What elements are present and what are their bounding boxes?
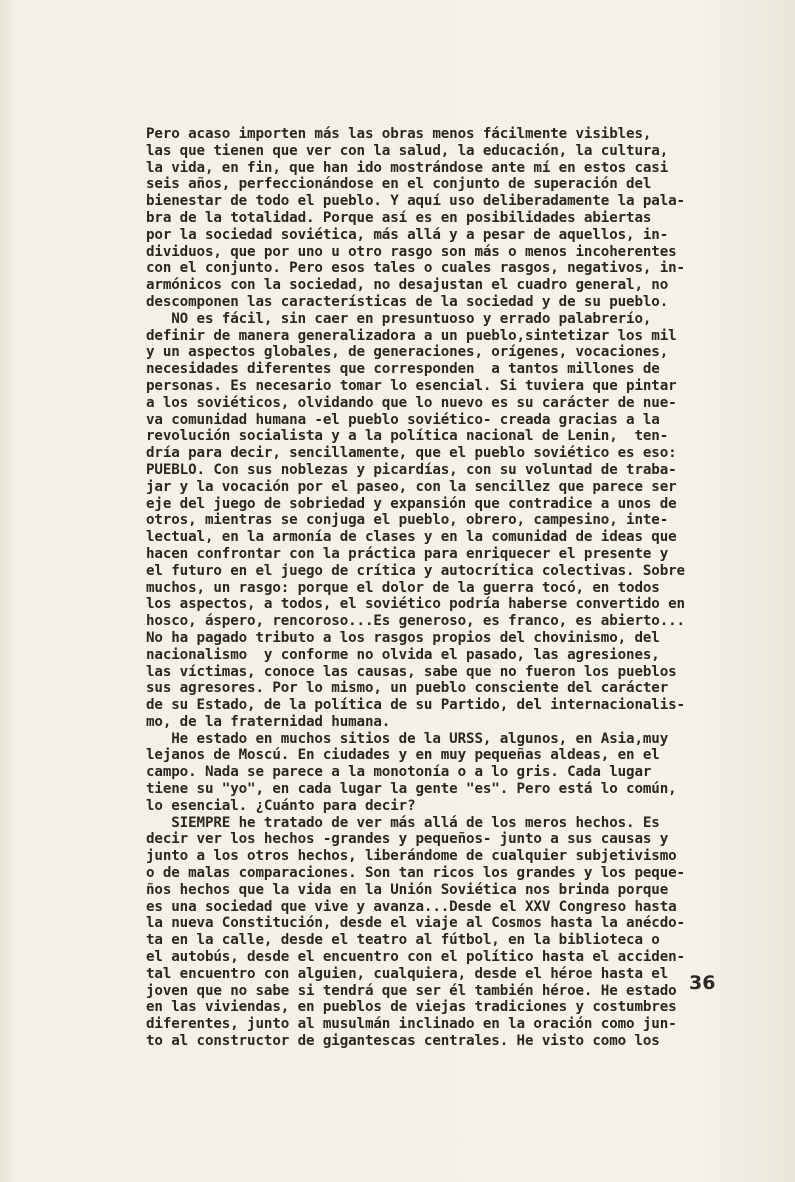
text-line: seis años, perfeccionándose en el conjunto de superación del	[146, 176, 652, 193]
text-line: otros, mientras se conjuga el pueblo, obrero, campesino, inte-	[146, 512, 669, 529]
text-line: jar y la vocación por el paseo, con la sencillez que parece ser	[146, 478, 677, 495]
text-line: bienestar de todo el pueblo. Y aquí uso deliberadamente la pala-	[146, 193, 685, 210]
text-line: ta en la calle, desde el teatro al fútbol, en la biblioteca o	[146, 932, 660, 949]
text-line: va comunidad humana -el pueblo soviético- creada gracias a la	[146, 411, 660, 428]
text-line: eje del juego de sobriedad y expansión que contradice a unos de	[146, 495, 677, 512]
text-line: el futuro en el juego de crítica y autocrítica colectivas. Sobre	[146, 562, 685, 579]
text-line: ños hechos que la vida en la Unión Soviética nos brinda porque	[146, 881, 669, 898]
text-line: Pero acaso importen más las obras menos fácilmente visibles,	[146, 126, 652, 142]
text-line: definir de manera generalizadora a un pueblo,sintetizar los mil	[146, 327, 677, 344]
page-number: 36	[689, 972, 716, 994]
text-line: de su Estado, de la política de su Partido, del internacionalis-	[146, 697, 685, 714]
text-line: tiene su "yo", en cada lugar la gente "es". Pero está lo común,	[146, 781, 677, 798]
text-line: con el conjunto. Pero esos tales o cuales rasgos, negativos, in-	[146, 260, 685, 277]
text-line: to al constructor de gigantescas centrales. He visto como los	[146, 1033, 660, 1050]
text-line: bra de la totalidad. Porque así es en posibilidades abiertas	[146, 209, 652, 226]
text-line: hosco, áspero, rencoroso...Es generoso, es franco, es abierto...	[146, 613, 685, 630]
text-line: muchos, un rasgo: porque el dolor de la guerra tocó, en todos	[146, 579, 660, 596]
text-line: la vida, en fin, que han ido mostrándose ante mí en estos casi	[146, 159, 669, 176]
text-line: o de malas comparaciones. Son tan ricos los grandes y los peque-	[146, 865, 685, 882]
text-line: los aspectos, a todos, el soviético podría haberse convertido en	[146, 596, 685, 613]
text-line: lejanos de Moscú. En ciudades y en muy pequeñas aldeas, en el	[146, 747, 660, 764]
text-line: lectual, en la armonía de clases y en la comunidad de ideas que	[146, 529, 677, 546]
text-line: las víctimas, conoce las causas, sabe que no fueron los pueblos	[146, 663, 677, 680]
text-line: dría para decir, sencillamente, que el pueblo soviético es eso:	[146, 445, 677, 462]
text-line: decir ver los hechos -grandes y pequeños- junto a sus causas y	[146, 831, 669, 848]
text-line: dividuos, que por uno u otro rasgo son más o menos incoherentes	[146, 243, 677, 260]
text-line: diferentes, junto al musulmán inclinado en la oración como jun-	[146, 1016, 677, 1033]
text-line: y un aspectos globales, de generaciones, orígenes, vocaciones,	[146, 344, 669, 361]
body-text	[146, 126, 746, 1050]
text-line: sus agresores. Por lo mismo, un pueblo consciente del carácter	[146, 680, 669, 697]
text-line: en las viviendas, en pueblos de viejas tradiciones y costumbres	[146, 999, 677, 1016]
text-line: campo. Nada se parece a la monotonía o a lo gris. Cada lugar	[146, 764, 652, 781]
text-line: joven que no sabe si tendrá que ser él también héroe. He estado	[146, 982, 677, 999]
text-line: mo, de la fraternidad humana.	[146, 713, 391, 730]
text-line: a los soviéticos, olvidando que lo nuevo es su carácter de nue-	[146, 394, 677, 411]
text-line: lo esencial. ¿Cuánto para decir?	[146, 797, 416, 814]
text-line: el autobús, desde el encuentro con el político hasta el acciden-	[146, 949, 685, 966]
text-line: junto a los otros hechos, liberándome de cualquier subjetivismo	[146, 848, 677, 865]
text-line: PUEBLO. Con sus noblezas y picardías, con su voluntad de traba-	[146, 461, 677, 478]
text-line: nacionalismo y conforme no olvida el pasado, las agresiones,	[146, 646, 660, 663]
text-line: He estado en muchos sitios de la URSS, algunos, en Asia,muy	[146, 730, 669, 747]
text-line: armónicos con la sociedad, no desajustan el cuadro general, no	[146, 277, 669, 294]
text-line: las que tienen que ver con la salud, la educación, la cultura,	[146, 142, 669, 159]
text-line: tal encuentro con alguien, cualquiera, desde el héroe hasta el	[146, 965, 669, 982]
text-line: la nueva Constitución, desde el viaje al Cosmos hasta la anécdo-	[146, 915, 685, 932]
text-line: necesidades diferentes que corresponden a tantos millones de	[146, 361, 660, 378]
text-line: SIEMPRE he tratado de ver más allá de los meros hechos. Es	[146, 814, 660, 831]
text-line: descomponen las características de la sociedad y de su pueblo.	[146, 293, 669, 310]
text-line: por la sociedad soviética, más allá y a pesar de aquellos, in-	[146, 226, 669, 243]
text-line: No ha pagado tributo a los rasgos propios del chovinismo, del	[146, 629, 660, 646]
text-line: personas. Es necesario tomar lo esencial. Si tuviera que pintar	[146, 377, 677, 394]
text-line: NO es fácil, sin caer en presuntuoso y errado palabrerío,	[146, 310, 652, 327]
text-line: es una sociedad que vive y avanza...Desde el XXV Congreso hasta	[146, 898, 677, 915]
text-line: revolución socialista y a la política nacional de Lenin, ten-	[146, 428, 669, 445]
text-line: hacen confrontar con la práctica para enriquecer el presente y	[146, 545, 669, 562]
